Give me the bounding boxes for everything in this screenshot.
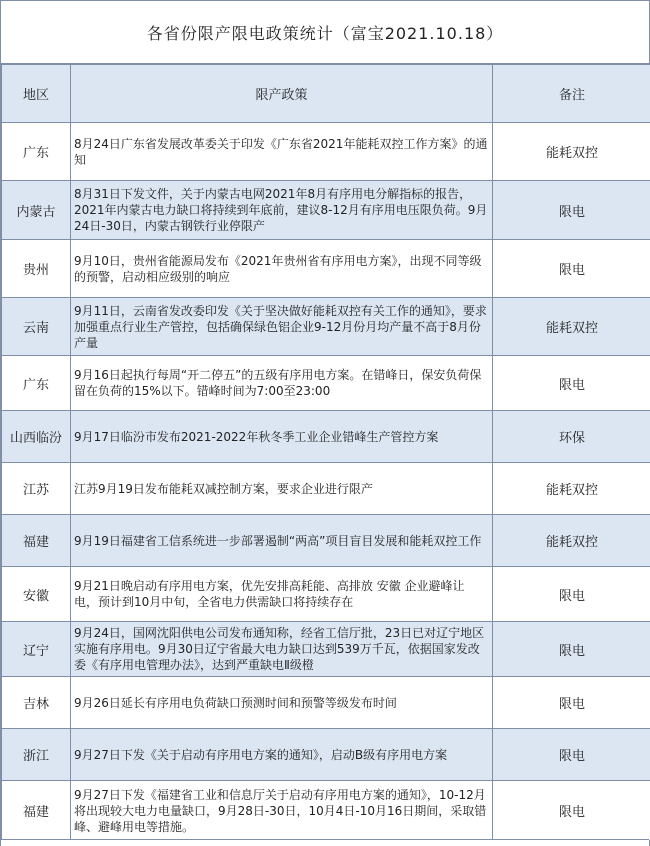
policy-cell: 9月17日临汾市发布2021-2022年秋冬季工业企业错峰生产管控方案 <box>71 411 493 463</box>
table-row <box>2 567 650 622</box>
note-cell: 限电 <box>493 240 650 298</box>
note-cell: 限电 <box>493 677 650 729</box>
policy-cell: 9月11日，云南省发改委印发《关于坚决做好能耗双控有关工作的通知》，要求加强重点行业生产管控，包括确保绿色铝企业9-12月份月均产量不高于8月份产量 <box>71 298 493 356</box>
policy-cell: 9月27日下发《福建省工业和信息厅关于启动有序用电方案的通知》，10-12月将出现较大电力电量缺口，9月28日-30日，10月4日-10月16日期间，采取错峰、避峰用电等措施。 <box>71 781 493 841</box>
policy-cell: 9月16日起执行每周“开二停五”的五级有序用电方案。在错峰日，保安负荷保留在负荷的15%以下。错峰时间为7:00至23:00 <box>71 356 493 411</box>
region-cell: 内蒙古 <box>2 181 71 240</box>
note-cell: 能耗双控 <box>493 515 650 567</box>
note-cell: 环保 <box>493 411 650 463</box>
header-row <box>2 65 650 123</box>
region-cell: 浙江 <box>2 729 71 781</box>
region-cell: 福建 <box>2 781 71 841</box>
note-cell: 限电 <box>493 356 650 411</box>
region-cell: 吉林 <box>2 677 71 729</box>
region-cell: 福建 <box>2 515 71 567</box>
table-row <box>2 411 650 463</box>
table-row <box>2 463 650 515</box>
region-cell: 贵州 <box>2 240 71 298</box>
table-row <box>2 781 650 841</box>
policy-cell: 8月31日下发文件，关于内蒙古电网2021年8月有序用电分解指标的报告，2021年内蒙古电力缺口将持续到年底前，建议8-12月有序用电压限负荷。9月24日-30日，内蒙古钢铁行业停限产 <box>71 181 493 240</box>
policy-cell: 9月19日福建省工信系统进一步部署遏制“两高”项目盲目发展和能耗双控工作 <box>71 515 493 567</box>
table-row <box>2 240 650 298</box>
region-cell: 安徽 <box>2 567 71 622</box>
bottom-divider <box>1 839 649 846</box>
policy-table <box>1 64 650 841</box>
header-policy: 限产政策 <box>71 65 493 123</box>
region-cell: 辽宁 <box>2 622 71 677</box>
note-cell: 限电 <box>493 181 650 240</box>
note-cell: 能耗双控 <box>493 123 650 181</box>
policy-cell: 8月24日广东省发展改革委关于印发《广东省2021年能耗双控工作方案》的通知 <box>71 123 493 181</box>
note-cell: 能耗双控 <box>493 298 650 356</box>
table-row <box>2 622 650 677</box>
header-note: 备注 <box>493 65 650 123</box>
region-cell: 广东 <box>2 356 71 411</box>
table-row <box>2 515 650 567</box>
table-row <box>2 729 650 781</box>
table-row <box>2 677 650 729</box>
region-cell: 山西临汾 <box>2 411 71 463</box>
policy-cell: 江苏9月19日发布能耗双减控制方案，要求企业进行限产 <box>71 463 493 515</box>
note-cell: 限电 <box>493 781 650 841</box>
region-cell: 广东 <box>2 123 71 181</box>
note-cell: 能耗双控 <box>493 463 650 515</box>
table-row <box>2 356 650 411</box>
note-cell: 限电 <box>493 622 650 677</box>
table-row <box>2 298 650 356</box>
policy-cell: 9月10日，贵州省能源局发布《2021年贵州省有序用电方案》，出现不同等级的预警，启动相应级别的响应 <box>71 240 493 298</box>
table-row <box>2 123 650 181</box>
note-cell: 限电 <box>493 567 650 622</box>
policy-cell: 9月24日，国网沈阳供电公司发布通知称，经省工信厅批，23日已对辽宁地区实施有序用电。9月30日辽宁省最大电力缺口达到539万千瓦，依据国家发改委《有序用电管理办法》，达到严重缺电Ⅱ级橙 <box>71 622 493 677</box>
region-cell: 云南 <box>2 298 71 356</box>
sheet-title: 各省份限产限电政策统计（富宝2021.10.18） <box>1 0 649 64</box>
note-cell: 限电 <box>493 729 650 781</box>
policy-cell: 9月26日延长有序用电负荷缺口预测时间和预警等级发布时间 <box>71 677 493 729</box>
table-row <box>2 181 650 240</box>
header-region: 地区 <box>2 65 71 123</box>
policy-cell: 9月21日晚启动有序用电方案，优先安排高耗能、高排放 安徽 企业避峰让电，预计到10月中旬，全省电力供需缺口将持续存在 <box>71 567 493 622</box>
policy-cell: 9月27日下发《关于启动有序用电方案的通知》，启动B级有序用电方案 <box>71 729 493 781</box>
region-cell: 江苏 <box>2 463 71 515</box>
